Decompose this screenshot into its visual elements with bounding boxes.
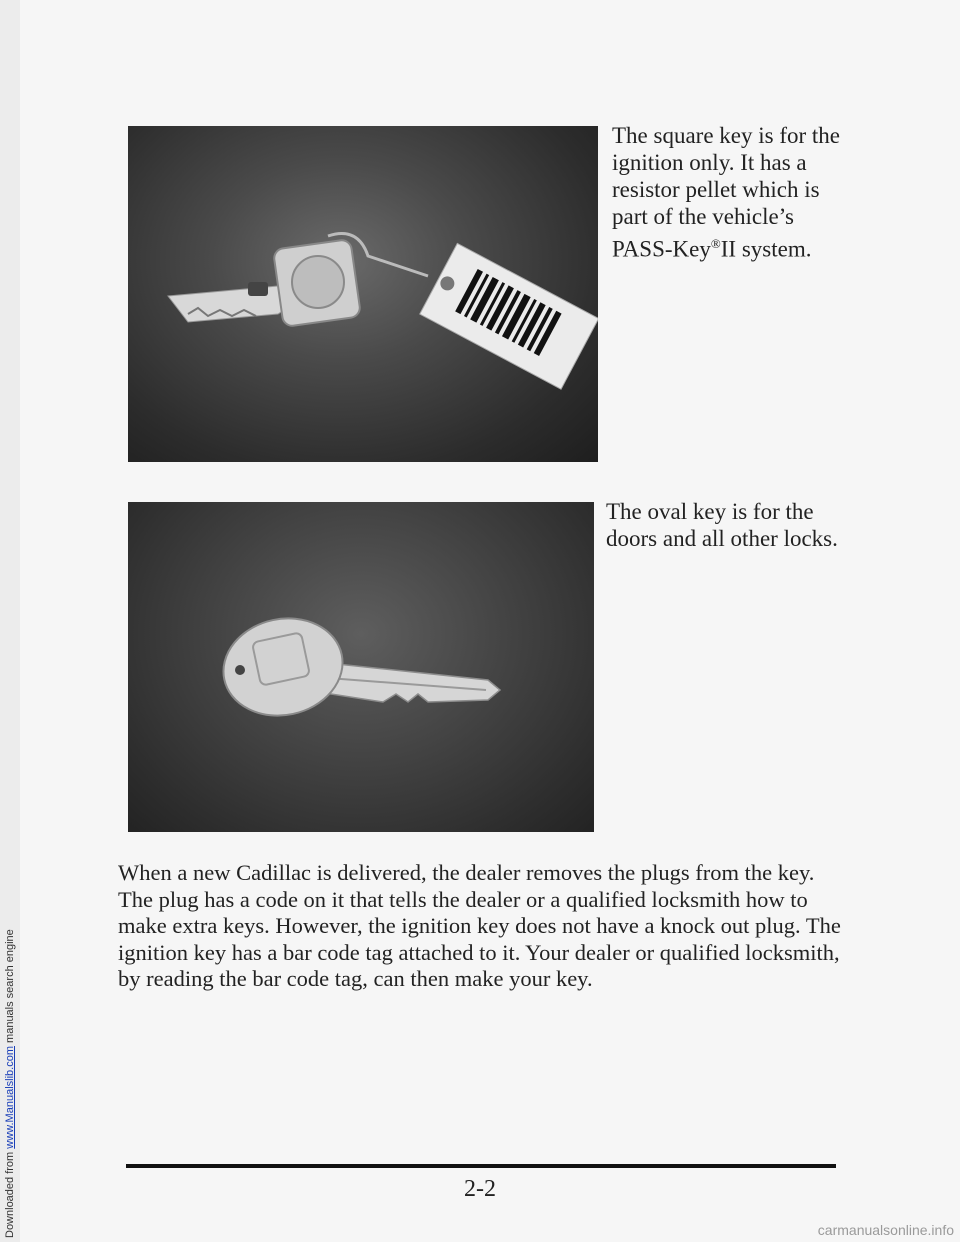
page-number: 2-2 [464, 1176, 496, 1202]
square-key-photo [128, 126, 598, 462]
manualslib-link[interactable]: www.Manualslib.com [4, 1046, 16, 1149]
download-prefix: Downloaded from [4, 1148, 16, 1238]
square-key-illustration [128, 126, 598, 462]
oval-key-caption: The oval key is for the doors and all other locks. [606, 499, 838, 551]
download-suffix: manuals search engine [4, 929, 16, 1047]
plug-instructions-paragraph: When a new Cadillac is delivered, the dealer removes the plugs from the key. The plug has a code on it that tells the dealer or a qualified locksmith how to make extra keys. However, the ignition key does not have a knock out plug. The ignition key has a bar code tag attached to it. Your dealer or qualified locksmith, by reading the bar code tag, can then make your key. [118, 860, 841, 991]
square-key-caption-end: II system. [720, 236, 812, 262]
site-watermark: carmanualsonline.info [817, 1222, 954, 1238]
registered-mark: ® [710, 236, 721, 251]
oval-key-illustration [128, 502, 594, 832]
square-key-caption-text: The square key is for the ignition only. It has a resistor pellet which is part of the vehicle’s PASS-Key [612, 123, 841, 262]
footer-rule [126, 1164, 836, 1168]
oval-key-photo [128, 502, 594, 832]
square-key-caption [612, 122, 852, 263]
